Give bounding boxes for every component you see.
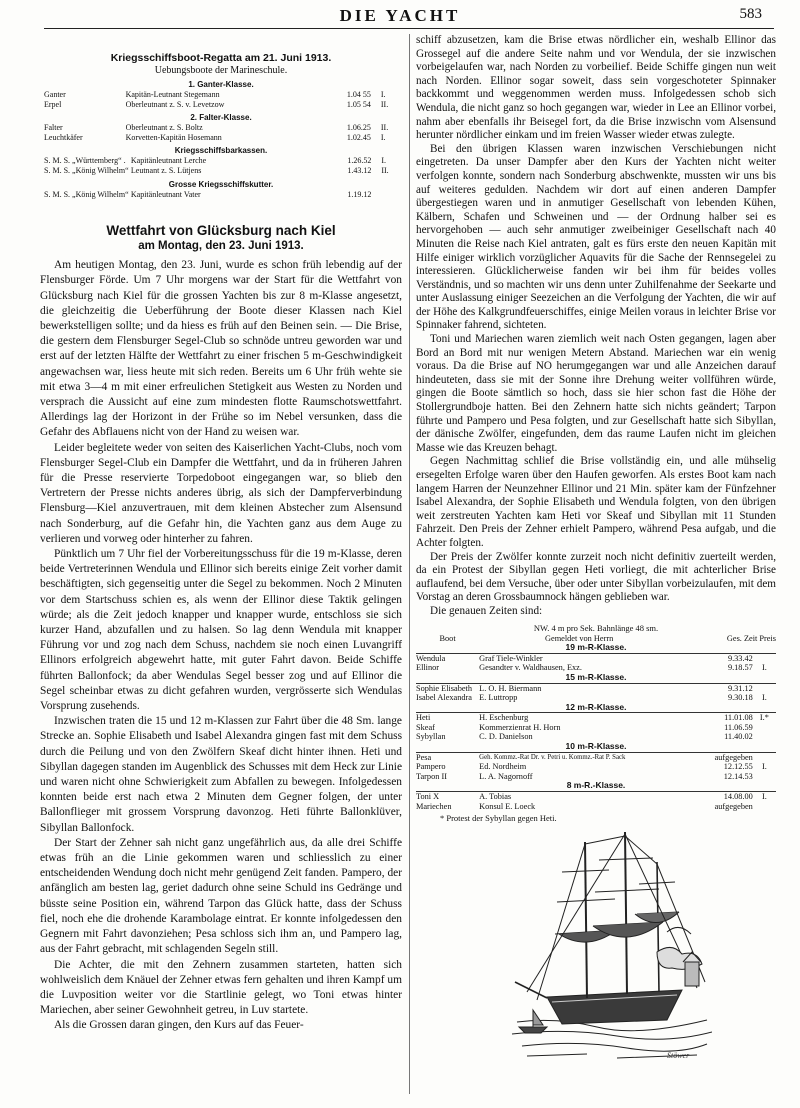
regatta-class-table (44, 90, 402, 109)
regatta-place: II. (380, 123, 389, 133)
times-boat: Tarpon II (416, 771, 447, 781)
running-title: DIE YACHT (339, 6, 461, 25)
times-place (753, 802, 776, 812)
article-text-right (416, 34, 776, 619)
times-class-row (416, 643, 776, 653)
times-row (416, 653, 776, 663)
regatta-row (44, 190, 402, 200)
times-boat: Wendula (416, 653, 446, 663)
regatta-class-table (44, 123, 402, 142)
article-paragraph: schiff abzusetzen, kam die Brise etwas nördlicher ein, weshalb Ellinor das Grossegel auf die andere Seite nahm und vor Wendula, der sie inzwischen vorbeigelaufen war, nach Norden zu vorbeilief. Beide Schiffe gingen nun weit nach Norden. Ellinor sogar soweit, dass sein vorgeschoteter Spinnaker backkommt und weggenommen werden muss. Infolgedessen schob sich Wendula, die nicht ganz so hoch gegangen war, wieder in Lee an Ellinor vorbei, nahm aber ebenfalls ihr Beisegel fort, da die Brise inzwischn vom Alsensund herunter nördlicher einkam und im freien Wasser wieder etwas zulegte. (416, 34, 776, 142)
regatta-place: I. (380, 90, 386, 99)
regatta-boat: Ganter (44, 90, 66, 99)
times-time: 12.14.53 (723, 771, 753, 781)
times-place (753, 732, 776, 742)
times-owner: H. Eschenburg (479, 713, 529, 723)
article-paragraph: Der Preis der Zwölfer konnte zurzeit noch nicht definitiv zuerteilt werden, da ein Protest der Sibyllan gegen Heti vorliegt, die mit achterlicher Brise auflaufend, bei dem Versuche, über oder unter Sibyllan vorbeizulaufen, mit dem Vorstag an deren Grossbaumnock hängen geblieben war. (416, 550, 776, 604)
article-paragraph: Am heutigen Montag, den 23. Juni, wurde es schon früh lebendig auf der Flensburger Förde. Um 7 Uhr morgens war der Start für die Wettfahrt von Glücksburg nach Kiel für die grossen Yachten bis zur 8 m-Klasse angesetzt, die gleichzeitig die Ueberführung der Boote dieser Klassen nach Kiel bewerkstelligen sollte; und da hiess es früh auf den Beinen sein. — Die Brise, die gestern dem Flensburger Segel-Club so schnöde untreu geworden war und erst auf der letzten Hälfte der Wettfahrt zu einer frischen 5 m-Geschwindigkeit angewachsen war, liess heute mit sich reden. Bereits um 6 Uhr früh wehte sie mit etwa 3—4 m mit einer erfreulichen Stetigkeit aus Westen zu Norden und versprach die Aussicht auf eine zum mindesten flotte Raumschotswettfahrt. Allerdings lag der Horizont in der Frühe so im Nebel versunken, dass die Gefahr des Abflauens nicht von der Hand zu weisen war. (40, 259, 402, 439)
times-place: I. (761, 762, 767, 772)
times-class-row (416, 781, 776, 791)
regatta-boat: Leuchtkäfer (44, 132, 83, 142)
regatta-boat: S. M. S. „Württemberg“ . (44, 156, 126, 166)
regatta-time: 1.02.45 (346, 132, 371, 142)
article-paragraph: Die genauen Zeiten sind: (430, 604, 543, 617)
times-place: I.* (759, 713, 769, 723)
times-owner: Kommerzienrat H. Horn (479, 722, 561, 732)
regatta-boat: S. M. S. „König Wilhelm“ (44, 189, 129, 199)
times-owner: Gesandter v. Waldhausen, Exz. (479, 663, 582, 673)
times-owner: A. Tobias (479, 792, 512, 802)
regatta-skipper: Kapitänleutnant Vater (130, 189, 201, 199)
regatta-place: I. (380, 132, 386, 142)
times-owner: L. O. H. Biermann (479, 683, 542, 693)
regatta-results (40, 80, 402, 199)
regatta-place: II. (380, 99, 389, 109)
times-owner: Graf Tiele-Winkler (479, 653, 543, 663)
regatta-class-heading: 1. Ganter-Klasse. (188, 80, 254, 89)
regatta-skipper: Oberleutnant z. S. v. Levetzow (125, 99, 225, 109)
times-header: NW. 4 m pro Sek. Bahnlänge 48 sm. (533, 622, 659, 633)
times-class-row (416, 742, 776, 752)
times-class-row (416, 703, 776, 713)
times-boat: Mariechen (416, 801, 452, 811)
article-paragraph: Bei den übrigen Klassen waren inzwischen Verschiebungen nicht eingetreten. Da unser Dampfer aber den Kurs der Yachten nicht weiter verfolgen konnte, sondern nach Sonderburg abschwenkte, mussten wir uns bis auf weiteres gedulden. Nachdem wir dort auf einen anderen Dampfer übergestiegen waren und in anmutiger Gesellschaft von lebenden Kühen, Kälbern, Schafen und Schweinen und — der Ordnung halber sei es hervorgehoben — auch sehr anmutiger zweibeiniger Gesellschaft nach 40 Minuten die Reise nach Kiel antraten, galt es fürs erste den neuen Kapitän mit Hilfe einiger wirklich vorzüglicher Aquavits für die Sache der Rennsegelei zu interessieren. Glücklicherweise fanden wir bei ihm für beides volles Verständnis, und so machten wir uns denn unter Zuhilfenahme der Seekarte und unter Auslassung einiger Seezeichen an die Verfolgung der Yachten, die wir auf der Höhe des Kalkgrundfeuerschiffes, einige Meilen voraus in leichter Brise vor Spinnaker fahrend, sichteten. (416, 142, 776, 332)
times-class-heading: 10 m-R-Klasse. (565, 741, 627, 752)
regatta-time: 1.06.25 (346, 123, 371, 133)
times-place: I. (761, 663, 767, 673)
times-place (753, 752, 776, 762)
times-boat: Isabel Alexandra (416, 693, 472, 703)
times-time: 11.06.59 (724, 722, 753, 732)
times-class-heading: 19 m-R-Klasse. (565, 642, 627, 653)
regatta-title: Kriegsschiffsboot-Regatta am 21. Juni 1913. (110, 52, 332, 64)
times-footnote: * Protest der Sybyllan gegen Heti. (440, 813, 557, 824)
regatta-row (44, 123, 402, 133)
times-boat: Skeaf (416, 722, 435, 732)
regatta-row (44, 166, 402, 176)
regatta-place: I. (381, 156, 387, 166)
times-place: I. (761, 792, 767, 802)
sailing-ship-illustration (507, 822, 712, 1062)
regatta-class-table (44, 190, 402, 200)
times-boat: Heti (416, 713, 431, 723)
article-paragraph: Pünktlich um 7 Uhr fiel der Vorbereitungsschuss für die 19 m-Klasse, deren beide Vertreterinnen Wendula und Ellinor sich bereits einige Zeit vorher damit beschäftigten, sich gegenseitig unter die Segel zu bekommen. Noch 2 Minuten vor dem Startschuss schien es, als wenn der Ellinor diese Taktik gelingen würde; als die Zeit jedoch knapper und knapper wurde, entschloss sie sich kurzer Hand, abzufallen und zu halsen. So lag denn Wendula mit knapper Führung vor und zog nach dem Schuss, nachdem sie noch einen Luvangriff Ellinors erfolgreich abgewehrt hatte, mit guter Fahrt davon. Beide Schiffe führten Ballonfock; da aber Wendulas Segel besser zog und auf Ellinor die Segel scheinbar etwas zu dicht gefahren wurden, vergrösserte sich Wendulas Vorsprung zusehends. (40, 548, 402, 713)
times-owner: E. Luttropp (479, 693, 518, 703)
article-text-left (40, 258, 402, 1033)
article-paragraph: Inzwischen traten die 15 und 12 m-Klassen zur Fahrt über die 48 Sm. lange Strecke an. Sophie Elisabeth und Isabel Alexandra gingen fast mit dem Schuss durch die Peilung und von den Zwölfern Skeaf dicht hinter ihnen. Heti und Sibyllan dagegen standen im Augenblick des Schusses mit dem Heck zur Linie und waren nicht ohne Schwierigkeit zum Abfallen zu bewegen. Infolgedessen konnten beide erst nach etwa 2 Minuten dem Gegner folgen, der unter Ballonflieger mit grossem Vorsprung davonzog. Heti führte Ballonklüver, Sibyllan Ballonfock. (40, 715, 402, 834)
times-time: 12.12.55 (723, 762, 753, 772)
col-boat-header: Boot (439, 633, 456, 643)
article-subtitle: am Montag, den 23. Juni 1913. (138, 240, 304, 253)
regatta-skipper: Kapitän-Leutnant Stegemann (125, 90, 220, 99)
article-paragraph: Toni und Mariechen waren ziemlich weit nach Osten gegangen, lagen aber Bord an Bord mit nur wenigen Metern Abstand. Mariechen war ein wenig voraus. Da die Brise auf NO herumgegangen war und alle Anzeichen darauf hindeuteten, dass sie mit der Sonne ihre Drehung weiter vollführen würde, gingen die Boote sämtlich so hoch, dass sie hier schon fast die Höhe der Stollergrundboje hatten. Bei den Zehnern hatte sich nichts geändert; Tarpon führte und Pampero und Pesa folgten, und zur Gesellschaft hatte sich Sibyllan, der dänische Zwölfer, eingefunden, dem das raume Laufen nicht im gleichen Masse wie das Kreuzen behagt. (416, 333, 776, 454)
times-table (416, 634, 776, 812)
regatta-class-heading: 2. Falter-Klasse. (190, 113, 252, 123)
regatta-time: 1.04 55 (346, 90, 371, 99)
times-time: 9.30.18 (727, 693, 753, 703)
regatta-class-heading: Kriegsschiffsbarkassen. (174, 146, 268, 156)
regatta-skipper: Korvetten-Kapitän Hosemann (125, 132, 222, 142)
regatta-boat: Erpel (44, 99, 62, 109)
regatta-row (44, 133, 402, 143)
times-row (416, 802, 776, 812)
times-boat: Pampero (416, 762, 446, 772)
times-row (416, 762, 776, 772)
article-paragraph: Die Achter, die mit den Zehnern zusammen starteten, hatten sich wohlweislich dem Knäuel der Zehner etwas fern gehalten und ihren Kampf um die Luvposition weiter vor die Startlinie gelegt, wo Toni etwas hinter Mariechen, aber seiner Gewohnheit getreu, in Luv startete. (40, 958, 402, 1017)
regatta-class-table (44, 156, 402, 175)
regatta-time: 1.43.12 (347, 165, 372, 175)
times-owner: Geh. Kommz.-Rat Dr. v. Petri u. Kommz.-Rat P. Sack (479, 753, 626, 761)
regatta-row (44, 90, 402, 100)
times-time: 9.31.12 (727, 683, 753, 693)
times-class-heading: 15 m-R-Klasse. (565, 671, 627, 682)
times-place (753, 653, 776, 663)
times-place (753, 723, 776, 733)
times-boat: Sybyllan (416, 732, 446, 742)
article-title: Wettfahrt von Glücksburg nach Kiel (106, 223, 336, 239)
regatta-boat: S. M. S. „König Wilhelm“ (44, 165, 129, 175)
regatta-skipper: Oberleutnant z. S. Boltz (125, 123, 203, 133)
times-row (416, 723, 776, 733)
times-time: 14.08.00 (723, 792, 753, 802)
article-paragraph: Als die Grossen daran gingen, den Kurs auf das Feuer- (54, 1019, 304, 1032)
times-row (416, 713, 776, 723)
left-column (40, 34, 402, 1099)
regatta-boat: Falter (44, 123, 63, 133)
times-time: 9.18.57 (727, 663, 753, 673)
times-time: 9.33.42 (727, 653, 753, 663)
times-boat: Pesa (416, 752, 432, 762)
header-rule (44, 28, 774, 29)
times-time: 11.01.08 (724, 713, 753, 723)
times-boat: Toni X (416, 792, 440, 802)
times-owner: C. D. Danielson (479, 732, 533, 742)
times-place (753, 772, 776, 782)
regatta-time: 1.05 54 (346, 99, 371, 109)
times-row (416, 792, 776, 802)
page-number: 583 (739, 6, 762, 22)
times-owner: L. A. Nagornoff (479, 771, 533, 781)
times-time: 11.40.02 (724, 732, 753, 742)
regatta-class-heading: Grosse Kriegsschiffskutter. (168, 179, 274, 189)
times-boat: Ellinor (416, 663, 440, 673)
article-paragraph: Leider begleitete weder von seiten des Kaiserlichen Yacht-Clubs, noch vom Flensburger Segel-Club ein Dampfer die Wettfahrt, und da in früheren Jahren für die Presse reservierte Torpedoboot eingegangen war, so blieb den Vertretern der Presse nichts anderes übrig, als sich der Dampferverbindung Flensburg—Kiel anzuvertrauen, mit dem kleinen Abstecher zum Alsensund nach Sonderburg, auf die Gefahr hin, die Yachten ganz aus dem Auge zu verlieren und vorweg oder hinterher zu fahren. (40, 441, 402, 545)
times-boat: Sophie Elisabeth (416, 683, 472, 693)
illustration-signature: Stöwer (667, 1051, 690, 1060)
article-paragraph: Der Start der Zehner sah nicht ganz ungefährlich aus, da alle drei Schiffe etwas früh an die Linie gekommen waren und schliesslich zu einer entscheidenden Wendung doch nicht mehr genügend Zeit fanden. Pampero, der anfänglich am besten lag, geriet dadurch ohne seine Schuld ins Gedränge und büsste seine Position ein, während Tarpon das Glück hatte, dass der Schuss fiel, noch ehe die drohende Karambolage eintrat. Er konnte infolgedessen den Gegnern mit Fahrt davonziehen; Pesa schloss sich ihm an, und Pampero lag, aus der Fahrt gebracht, mit schlagenden Segeln still. (40, 836, 402, 956)
times-owner: Konsul E. Loeck (479, 801, 536, 811)
regatta-time: 1.19.12 (347, 189, 372, 199)
times-place: I. (761, 693, 767, 703)
regatta-row (44, 100, 402, 110)
times-row (416, 752, 776, 762)
regatta-skipper: Kapitänleutnant Lerche (130, 156, 207, 166)
regatta-time: 1.26.52 (347, 156, 372, 166)
times-class-heading: 12 m-R-Klasse. (565, 701, 627, 712)
regatta-subtitle: Uebungsboote der Marineschule. (154, 65, 288, 76)
times-owner: Ed. Nordheim (479, 762, 527, 772)
times-row (416, 683, 776, 693)
col-time-header: Ges. Zeit Preis (726, 633, 776, 643)
times-time: aufgegeben (714, 801, 753, 811)
article-paragraph: Gegen Nachmittag schlief die Brise vollständig ein, und alle mühselig ersegelten Erfolge waren über den Haufen geworfen. Als erstes Boot kam nach langem Harren der Neunzehner Ellinor und 21 Min. später kam der Fünfzehner Isabel Alexandra, der Sophie Elisabeth und Wendula folgten, von den übrigen weit zerstreuten Yachten kam Heti vor Skeaf und Sibyllan mit 11 Stunden Fahrzeit. Den Preis der Zehner erhielt Pampero, während Pesa aufgab, und die Achter folgten. (416, 455, 776, 549)
regatta-place (381, 190, 402, 200)
regatta-skipper: Leutnant z. S. Lütjens (130, 165, 202, 175)
times-place (753, 683, 776, 693)
regatta-row (44, 156, 402, 166)
times-time: aufgegeben (714, 752, 753, 762)
column-separator (409, 34, 410, 1094)
regatta-place: II. (381, 165, 389, 175)
times-class-row (416, 673, 776, 683)
col-owner-header: Gemeldet von Herrn (545, 633, 614, 643)
times-class-heading: 8 m-R.-Klasse. (566, 780, 626, 791)
